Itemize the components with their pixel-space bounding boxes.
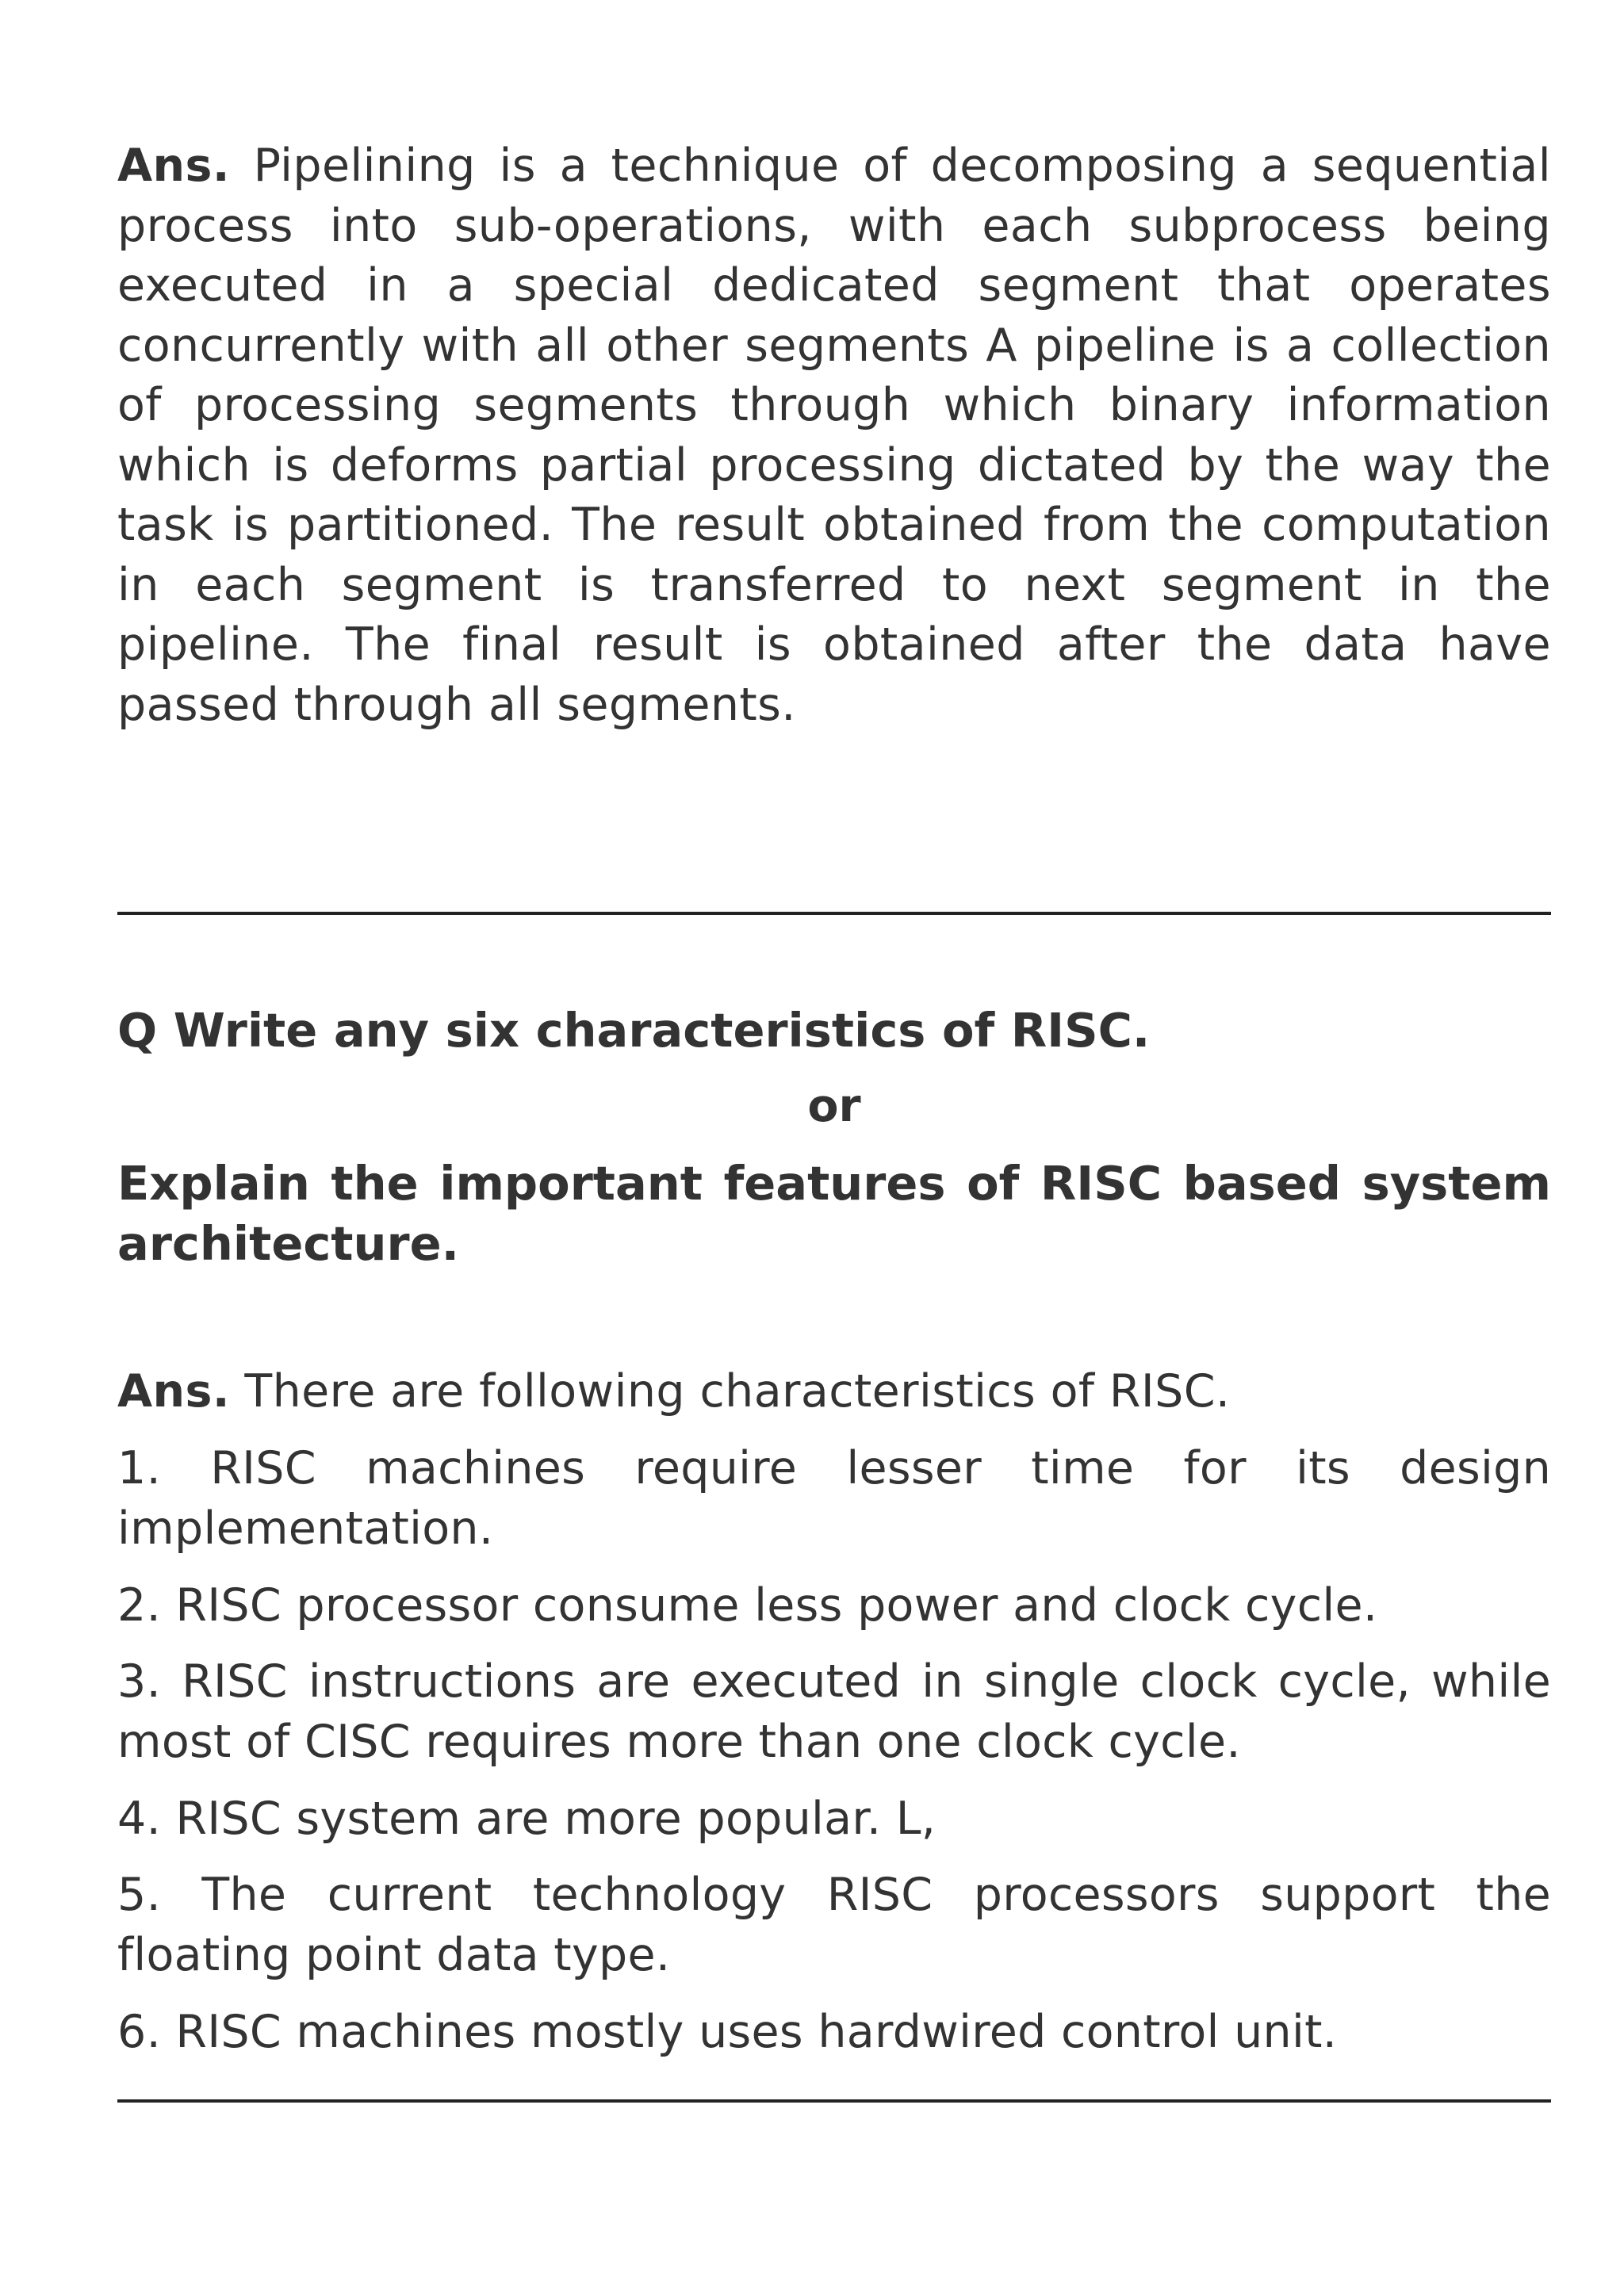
list-item: 6. RISC machines mostly uses hardwired control unit.: [117, 2006, 1338, 2058]
pipelining-answer-text: Pipelining is a technique of decomposing a sequential process into sub-operations, with each subprocess being executed in a special dedicated segment that operates concurrently with all other segments A pipeline is a collection of processing segments through which binary information which is deforms partial processing dictated by the way the task is partitioned. The result obtained from the computation in each segment is transferred to next segment in the pipeline. The final result is obtained after the data have passed through all segments.: [117, 140, 1551, 731]
section-divider: [117, 2099, 1551, 2103]
section-divider: [117, 912, 1551, 915]
answer-label: Ans.: [117, 1365, 230, 1418]
pipelining-answer: [117, 136, 1551, 735]
list-item: 5. The current technology RISC processors support the floating point data type.: [117, 1869, 1551, 1981]
list-item: 1. RISC machines require lesser time for its design implementation.: [117, 1442, 1551, 1555]
list-item: 2. RISC processor consume less power and clock cycle.: [117, 1579, 1378, 1632]
answer-label: Ans.: [117, 140, 230, 192]
risc-answer-intro: [117, 1362, 1551, 1422]
risc-answer-intro-text: There are following characteristics of RISC.: [229, 1365, 1231, 1418]
list-item: 4. RISC system are more popular. L,: [117, 1793, 936, 1845]
question-title: Q Write any six characteristics of RISC.: [117, 1003, 1151, 1058]
question-alternative: Explain the important features of RISC based system architecture.: [117, 1156, 1551, 1271]
question-or: or: [807, 1080, 861, 1132]
list-item: 3. RISC instructions are executed in single clock cycle, while most of CISC requires more than one clock cycle.: [117, 1655, 1551, 1768]
